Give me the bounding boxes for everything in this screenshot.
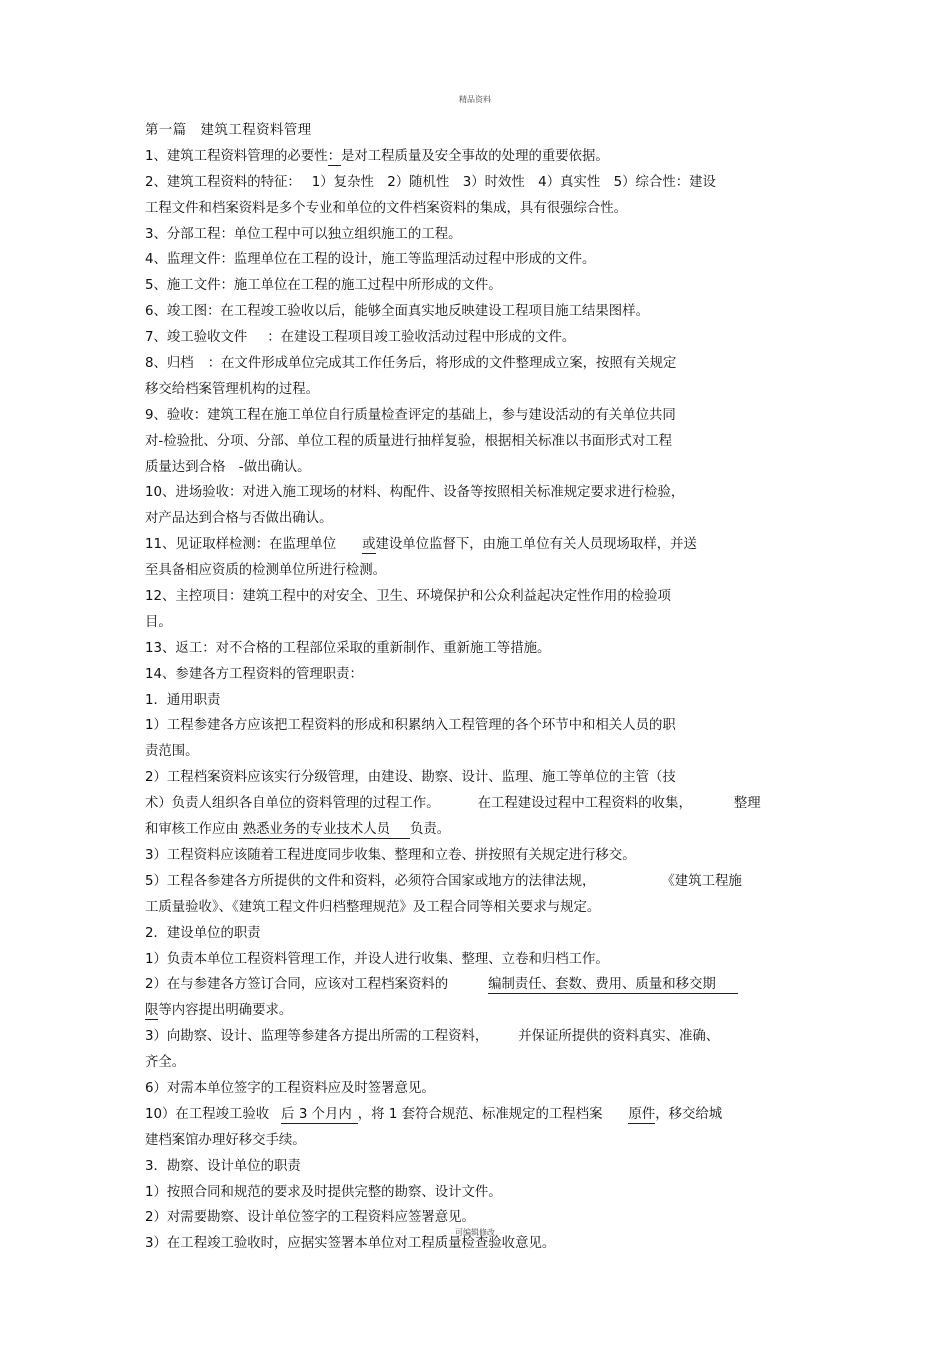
text-segment: 10）在工程竣工验收 [145,1106,270,1122]
page-header: 精品资料 [459,95,491,104]
text-segment: 2）在与参建各方签订合同，应该对工程档案资料的 [145,977,449,993]
paragraph-line: 3）工程资料应该随着工程进度同步收集、整理和立卷、拼按照有关规定进行移交。 [145,847,636,863]
paragraph-line [145,325,810,351]
underlined-text: 原件 [628,1106,656,1122]
paragraph-line: 移交给档案管理机构的过程。 [145,381,320,397]
paragraph-line [145,532,810,558]
paragraph-line: 2）对需要勘察、设计单位签字的工程资料应签署意见。 [145,1210,475,1226]
underlined-text: 后 3 个月内 [281,1106,358,1124]
chapter-title: 第一篇 建筑工程资料管理 [145,123,312,138]
paragraph-line: 齐全。 [145,1055,186,1071]
paragraph-line: 建档案馆办理好移交手续。 [145,1132,306,1148]
text-segment: ，移交给城 [655,1106,723,1122]
paragraph-line [145,1102,810,1128]
text-segment: 建设单位监督下，由施工单位有关人员现场取样，并送 [375,537,697,553]
paragraph-line: 对-检验批、分项、分部、单位工程的质量进行抽样复验，根据相关标准以书面形式对工程 [145,433,673,449]
text-segment: 8、归档 [145,356,194,372]
underlined-text: 编制责任、套数、费用、质量和移交期 [488,976,738,994]
paragraph-line: 12、主控项目：建筑工程中的对安全、卫生、环境保护和公众利益起决定性作用的检验项 [145,589,671,605]
text-segment: 5）工程各参建各方所提供的文件和资料，必须符合国家或地方的法律法规， [145,873,596,889]
paragraph-line [145,351,810,377]
paragraph-line: 9、验收：建筑工程在施工单位自行质量检查评定的基础上，参与建设活动的有关单位共同 [145,407,676,423]
text-segment: ：在文件形成单位完成其工作任务后，将形成的文件整理成立案，按照有关规定 [207,356,677,372]
paragraph-line: 14、参建各方工程资料的管理职责： [145,666,363,682]
paragraph-line [145,144,810,170]
text-segment: 7、竣工验收文件 [145,330,248,346]
paragraph-line: 工质量验收》、《建筑工程文件归档整理规范》及工程合同等相关要求与规定。 [145,899,601,915]
paragraph-line: 3、分部工程：单位工程中可以独立组织施工的工程。 [145,226,462,242]
text-segment: ，将 1 套符合规范、标准规定的工程档案 [357,1106,603,1122]
section-heading: 2．建设单位的职责 [145,925,261,941]
paragraph-line: 3）在工程竣工验收时，应据实签署本单位对工程质量检查验收意见。 [145,1236,556,1252]
underlined-text [239,821,410,839]
page-footer: 可编辑修改 [455,1228,495,1237]
paragraph-line: 4、监理文件：监理单位在工程的设计，施工等监理活动过程中形成的文件。 [145,252,596,268]
text-segment: 和审核工作应由 [145,822,239,838]
paragraph-line: 目。 [145,614,172,630]
paragraph-line: 质量达到合格 -做出确认。 [145,459,311,475]
paragraph-line: 5、施工文件：施工单位在工程的施工过程中所形成的文件。 [145,278,502,294]
paragraph-line: 1）工程参建各方应该把工程资料的形成和积累纳入工程管理的各个环节中和相关人员的职 [145,718,676,734]
underlined-text: 或 [362,537,376,553]
text-segment: 3）向勘察、设计、监理等参建各方提出所需的工程资料， [145,1029,489,1045]
paragraph-line: 工程文件和档案资料是多个专业和单位的文件档案资料的集成，具有很强综合性。 [145,200,628,216]
paragraph-line: 6）对需本单位签字的工程资料应及时签署意见。 [145,1080,435,1096]
paragraph-line: 13、返工：对不合格的工程部位采取的重新制作、重新施工等措施。 [145,640,551,656]
section-heading: 1．通用职责 [145,692,221,708]
paragraph-line: 责范围。 [145,744,199,760]
text-segment: 11、见证取样检测：在监理单位 [145,537,337,553]
paragraph-line [145,791,810,817]
paragraph-line: 2、建筑工程资料的特征： 1）复杂性 2）随机性 3）时效性 4）真实性 5）综合性：建设 [145,174,716,190]
text-segment: 等内容提出明确要求。 [158,1003,293,1019]
document-body [145,118,810,1257]
paragraph-line [145,817,810,843]
underlined-text: 限 [145,1003,159,1019]
text-segment: 整理 [733,796,761,812]
paragraph-line [145,998,810,1024]
text-segment: 并保证所提供的资料真实、准确、 [518,1029,720,1045]
paragraph-line: 6、竣工图：在工程竣工验收以后，能够全面真实地反映建设工程项目施工结果图样。 [145,304,649,320]
paragraph-line: 2）工程档案资料应该实行分级管理，由建设、勘察、设计、监理、施工等单位的主管（技 [145,770,676,786]
paragraph-line [145,869,810,895]
paragraph-line: 至具备相应资质的检测单位所进行检测。 [145,563,387,579]
paragraph-line: 1）负责本单位工程资料管理工作，并设人进行收集、整理、立卷和归档工作。 [145,951,609,967]
text-segment: 是对工程质量及安全事故的处理的重要依据。 [341,148,609,164]
text-segment: 熟悉业务的专业技术人员 [242,822,391,838]
text-segment: 负责。 [410,822,451,838]
paragraph-line: 对产品达到合格与否做出确认。 [145,511,333,527]
paragraph-line: 1）按照合同和规范的要求及时提供完整的勘察、设计文件。 [145,1184,502,1200]
text-segment: 在工程建设过程中工程资料的收集， [477,796,692,812]
underlined-text: ： [327,148,341,164]
text-segment: ：在建设工程项目竣工验收活动过程中形成的文件。 [267,330,576,346]
text-segment: 《建筑工程施 [661,873,742,889]
paragraph-line [145,1024,810,1050]
section-heading: 3．勘察、设计单位的职责 [145,1158,301,1174]
paragraph-line [145,972,810,998]
text-segment: 1、建筑工程资料管理的必要性 [145,148,328,164]
text-segment: 术）负责人组织各自单位的资料管理的过程工作。 [145,796,440,812]
paragraph-line: 10、进场验收：对进入施工现场的材料、构配件、设备等按照相关标准规定要求进行检验， [145,485,685,501]
